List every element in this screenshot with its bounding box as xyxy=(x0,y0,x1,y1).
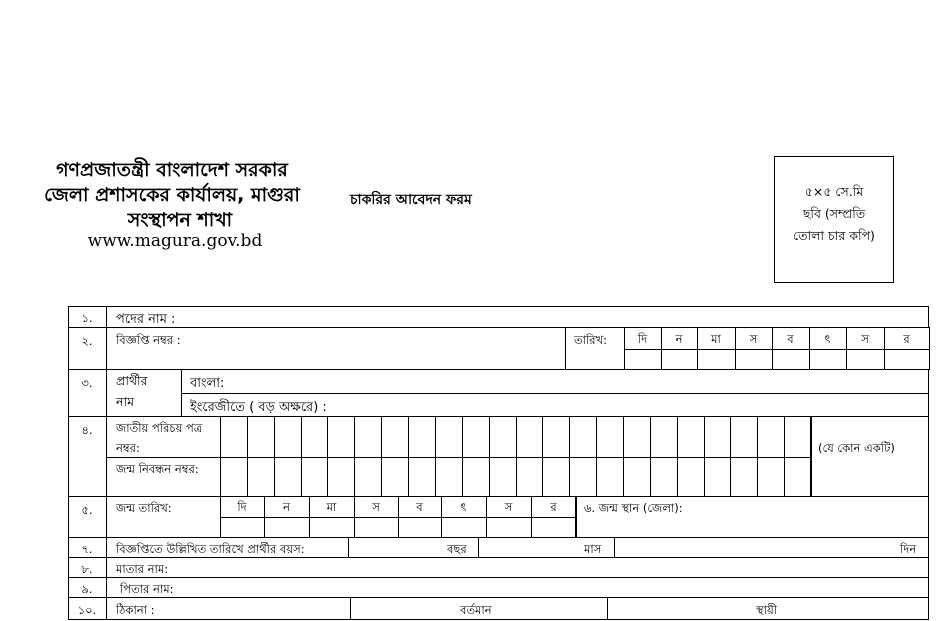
nid-digit-box[interactable] xyxy=(623,416,651,458)
birth-reg-digit-box[interactable] xyxy=(569,457,597,497)
birth-reg-digit-box[interactable] xyxy=(516,457,543,497)
birth-date-box[interactable] xyxy=(354,517,399,538)
nid-digit-box[interactable] xyxy=(677,416,705,458)
nid-digit-box[interactable] xyxy=(516,416,543,458)
address-label: ঠিকানা : xyxy=(116,603,155,617)
mother-name-label: মাতার নাম: xyxy=(116,562,169,576)
nid-digit-box[interactable] xyxy=(354,416,382,458)
birth-reg-digit-box[interactable] xyxy=(677,457,705,497)
date-digit-box[interactable] xyxy=(846,349,885,370)
row-number: ৮. xyxy=(81,562,93,576)
birth-reg-digit-box[interactable] xyxy=(247,457,275,497)
nid-digit-box[interactable] xyxy=(462,416,490,458)
date-digit-box[interactable] xyxy=(735,349,773,370)
birth-date-box[interactable] xyxy=(531,517,577,538)
nid-digit-box[interactable] xyxy=(220,416,248,458)
date-letter: ব xyxy=(416,500,423,514)
photo-note-text: ছবি (সম্প্রতি xyxy=(802,206,866,221)
birth-date-label: জন্ম তারিখ: xyxy=(116,501,172,515)
nid-digit-box[interactable] xyxy=(301,416,328,458)
birth-reg-digit-box[interactable] xyxy=(596,457,624,497)
birth-reg-digit-box[interactable] xyxy=(757,457,785,497)
row-number: ৪. xyxy=(81,423,93,437)
nid-digit-box[interactable] xyxy=(596,416,624,458)
birth-date-box[interactable] xyxy=(441,517,487,538)
nid-number-label: নম্বর: xyxy=(116,441,140,455)
nid-digit-box[interactable] xyxy=(704,416,731,458)
birth-reg-digit-box[interactable] xyxy=(704,457,731,497)
father-name-label: পিতার নাম: xyxy=(120,582,174,596)
month-label: মাস xyxy=(584,542,602,556)
date-letter: ৎ xyxy=(460,500,467,514)
birth-reg-digit-box[interactable] xyxy=(730,457,758,497)
office-title: জেলা প্রশাসকের কার্যালয়, মাগুরা xyxy=(44,184,300,206)
name-label: নাম xyxy=(116,394,135,409)
nid-digit-box[interactable] xyxy=(569,416,597,458)
circular-number-label: বিজ্ঞপ্তি নম্বর : xyxy=(116,333,181,347)
permanent-address-label: স্থায়ী xyxy=(756,603,778,617)
nid-digit-box[interactable] xyxy=(489,416,517,458)
birth-reg-digit-box[interactable] xyxy=(650,457,678,497)
date-letter: র xyxy=(903,332,910,346)
date-letter: র xyxy=(550,500,557,514)
post-name-field[interactable] xyxy=(106,306,929,328)
govt-title: গণপ্রজাতন্ত্রী বাংলাদেশ সরকার xyxy=(56,159,288,181)
name-bangla-label: বাংলা: xyxy=(190,376,225,391)
date-letter: দি xyxy=(637,332,648,346)
nid-digit-box[interactable] xyxy=(757,416,785,458)
date-letter: স xyxy=(372,500,380,514)
row-number: ৭. xyxy=(81,542,93,556)
row-number: ১. xyxy=(81,311,93,325)
date-letter: ন xyxy=(283,500,290,514)
birth-date-box[interactable] xyxy=(486,517,532,538)
nid-digit-box[interactable] xyxy=(435,416,463,458)
birth-date-box[interactable] xyxy=(398,517,442,538)
day-label: দিন xyxy=(900,542,917,556)
nid-digit-box[interactable] xyxy=(274,416,302,458)
father-name-field[interactable] xyxy=(106,577,929,598)
birth-reg-digit-box[interactable] xyxy=(327,457,355,497)
date-letter: ৎ xyxy=(824,332,831,346)
birth-date-box[interactable] xyxy=(309,517,355,538)
birth-reg-label: জন্ম নিবন্ধন নম্বর: xyxy=(116,462,199,476)
nid-digit-box[interactable] xyxy=(408,416,436,458)
date-digit-box[interactable] xyxy=(697,349,736,370)
date-letter: মা xyxy=(326,500,337,514)
birth-reg-digit-box[interactable] xyxy=(220,457,248,497)
birth-reg-digit-box[interactable] xyxy=(623,457,651,497)
mother-name-field[interactable] xyxy=(106,557,929,578)
birth-reg-digit-box[interactable] xyxy=(354,457,382,497)
row-number: ৫. xyxy=(81,503,93,517)
date-letter: ব xyxy=(787,332,794,346)
birth-reg-digit-box[interactable] xyxy=(435,457,463,497)
birth-reg-digit-box[interactable] xyxy=(784,457,812,497)
date-digit-box[interactable] xyxy=(884,349,930,370)
section-title: সংস্থাপন শাখা xyxy=(127,209,233,231)
date-letter: মা xyxy=(711,332,721,346)
birth-reg-digit-box[interactable] xyxy=(489,457,517,497)
date-digit-box[interactable] xyxy=(772,349,810,370)
name-bangla-field[interactable] xyxy=(181,369,929,394)
applicant-label: প্রার্থীর xyxy=(116,373,148,388)
nid-label: জাতীয় পরিচয় পত্র xyxy=(116,421,203,435)
birth-reg-digit-box[interactable] xyxy=(381,457,409,497)
row-number: ২. xyxy=(81,334,93,348)
website-link[interactable]: www.magura.gov.bd xyxy=(87,231,263,251)
post-name-label: পদের নাম : xyxy=(116,312,176,327)
birth-date-box[interactable] xyxy=(264,517,310,538)
nid-digit-box[interactable] xyxy=(730,416,758,458)
date-digit-box[interactable] xyxy=(661,349,698,370)
birth-reg-digit-box[interactable] xyxy=(542,457,570,497)
date-letter: দি xyxy=(237,500,247,514)
row-number: ৩. xyxy=(81,376,93,390)
nid-digit-box[interactable] xyxy=(327,416,355,458)
present-address-label: বর্তমান xyxy=(460,603,492,617)
name-english-label: ইংরেজীতে ( বড় অক্ষরে) : xyxy=(190,400,327,415)
photo-copies-text: তোলা চার কপি) xyxy=(793,228,875,243)
birth-reg-digit-box[interactable] xyxy=(408,457,436,497)
nid-digit-box[interactable] xyxy=(381,416,409,458)
nid-digit-box[interactable] xyxy=(542,416,570,458)
photo-size-text: ৫×৫ সে.মি xyxy=(804,184,864,199)
birth-reg-digit-box[interactable] xyxy=(274,457,302,497)
year-label: বছর xyxy=(447,542,467,556)
form-title: চাকরির আবেদন ফরম xyxy=(350,192,472,208)
circular-date-label: তারিখ: xyxy=(574,333,608,347)
age-day-field[interactable] xyxy=(614,537,929,558)
date-letter: স xyxy=(749,332,758,346)
nid-digit-box[interactable] xyxy=(247,416,275,458)
row-number: ১০. xyxy=(77,603,97,617)
either-one-note: (যে কোন একটি) xyxy=(818,441,895,455)
birthplace-label: ৬. জন্ম স্থান (জেলা): xyxy=(584,501,683,515)
date-letter: স xyxy=(861,332,869,346)
date-letter: স xyxy=(504,500,513,514)
age-label: বিজ্ঞপ্তিতে উল্লিখিত তারিখে প্রার্থীর বয়স: xyxy=(116,542,305,556)
birth-reg-digit-box[interactable] xyxy=(462,457,490,497)
nid-digit-box[interactable] xyxy=(784,416,812,458)
birth-reg-digit-box[interactable] xyxy=(301,457,328,497)
date-digit-box[interactable] xyxy=(624,349,662,370)
birth-date-box[interactable] xyxy=(220,517,265,538)
date-letter: ন xyxy=(675,332,683,346)
date-digit-box[interactable] xyxy=(809,349,847,370)
row-number: ৯. xyxy=(81,582,93,596)
nid-digit-box[interactable] xyxy=(650,416,678,458)
